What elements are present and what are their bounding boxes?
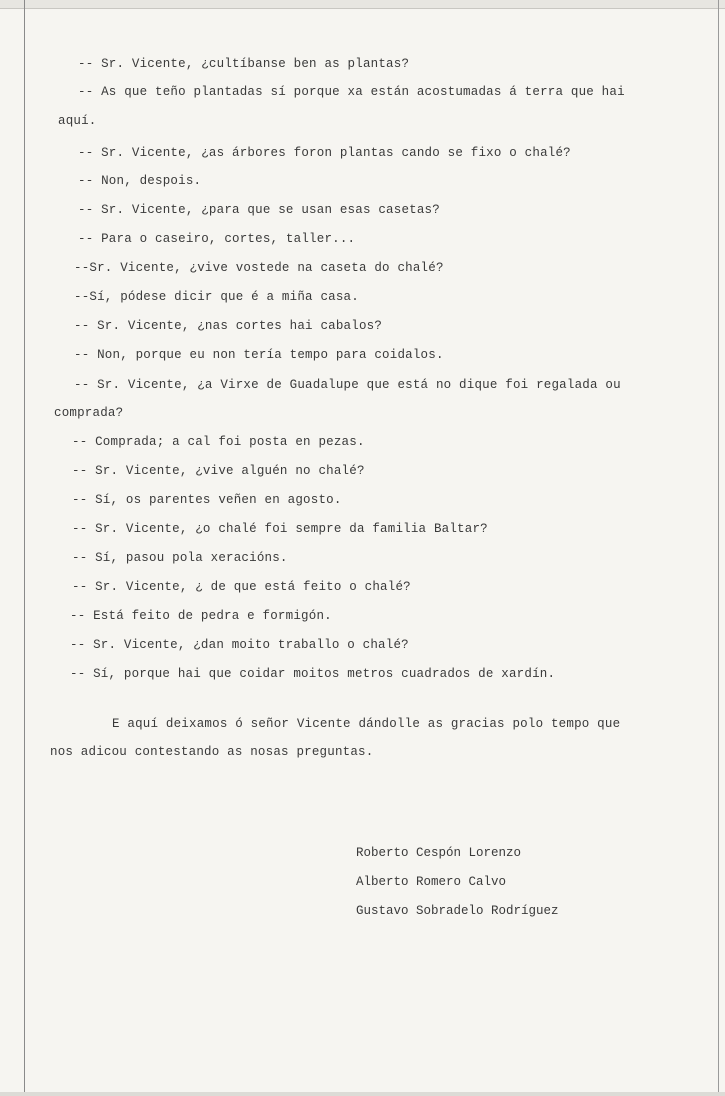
dialogue-line: -- Sr. Vicente, ¿cultíbanse ben as plantas? — [78, 57, 410, 71]
dialogue-line: -- Comprada; a cal foi posta en pezas. — [72, 435, 365, 449]
dialogue-line: -- As que teño plantadas sí porque xa están acostumadas á terra que hai — [78, 85, 625, 99]
page-bottom-edge — [0, 1092, 725, 1096]
dialogue-line: -- Sr. Vicente, ¿ de que está feito o chalé? — [72, 580, 411, 594]
author-name: Roberto Cespón Lorenzo — [356, 846, 522, 860]
dialogue-line: -- Sr. Vicente, ¿dan moito traballo o chalé? — [70, 638, 409, 652]
author-name: Gustavo Sobradelo Rodríguez — [356, 904, 559, 918]
dialogue-line: -- Non, porque eu non tería tempo para coidalos. — [74, 348, 444, 362]
dialogue-line: -- Sr. Vicente, ¿para que se usan esas casetas? — [78, 203, 440, 217]
page-right-edge — [718, 0, 719, 1096]
dialogue-line: -- Sr. Vicente, ¿nas cortes hai cabalos? — [74, 319, 383, 333]
author-name: Alberto Romero Calvo — [356, 875, 507, 889]
dialogue-line: -- Sr. Vicente, ¿vive alguén no chalé? — [72, 464, 365, 478]
dialogue-line: --Sr. Vicente, ¿vive vostede na caseta do chalé? — [74, 261, 444, 275]
dialogue-line: -- Sí, porque hai que coidar moitos metros cuadrados de xardín. — [70, 667, 556, 681]
dialogue-line: -- Está feito de pedra e formigón. — [70, 609, 332, 623]
closing-line: E aquí deixamos ó señor Vicente dándolle as gracias polo tempo que — [112, 717, 621, 731]
dialogue-line: -- Non, despois. — [78, 174, 202, 188]
dialogue-line: -- Sr. Vicente, ¿as árbores foron plantas cando se fixo o chalé? — [78, 146, 571, 160]
page-left-edge — [24, 0, 25, 1096]
dialogue-line: -- Sí, pasou pola xeracións. — [72, 551, 288, 565]
dialogue-line: aquí. — [58, 114, 97, 128]
page-top-edge — [0, 0, 725, 9]
dialogue-line: -- Para o caseiro, cortes, taller... — [78, 232, 356, 246]
dialogue-line: -- Sr. Vicente, ¿o chalé foi sempre da familia Baltar? — [72, 522, 488, 536]
dialogue-line: comprada? — [54, 406, 124, 420]
dialogue-line: --Sí, pódese dicir que é a miña casa. — [74, 290, 359, 304]
dialogue-line: -- Sí, os parentes veñen en agosto. — [72, 493, 342, 507]
closing-line: nos adicou contestando as nosas preguntas. — [50, 745, 374, 759]
dialogue-line: -- Sr. Vicente, ¿a Virxe de Guadalupe que está no dique foi regalada ou — [74, 378, 621, 392]
